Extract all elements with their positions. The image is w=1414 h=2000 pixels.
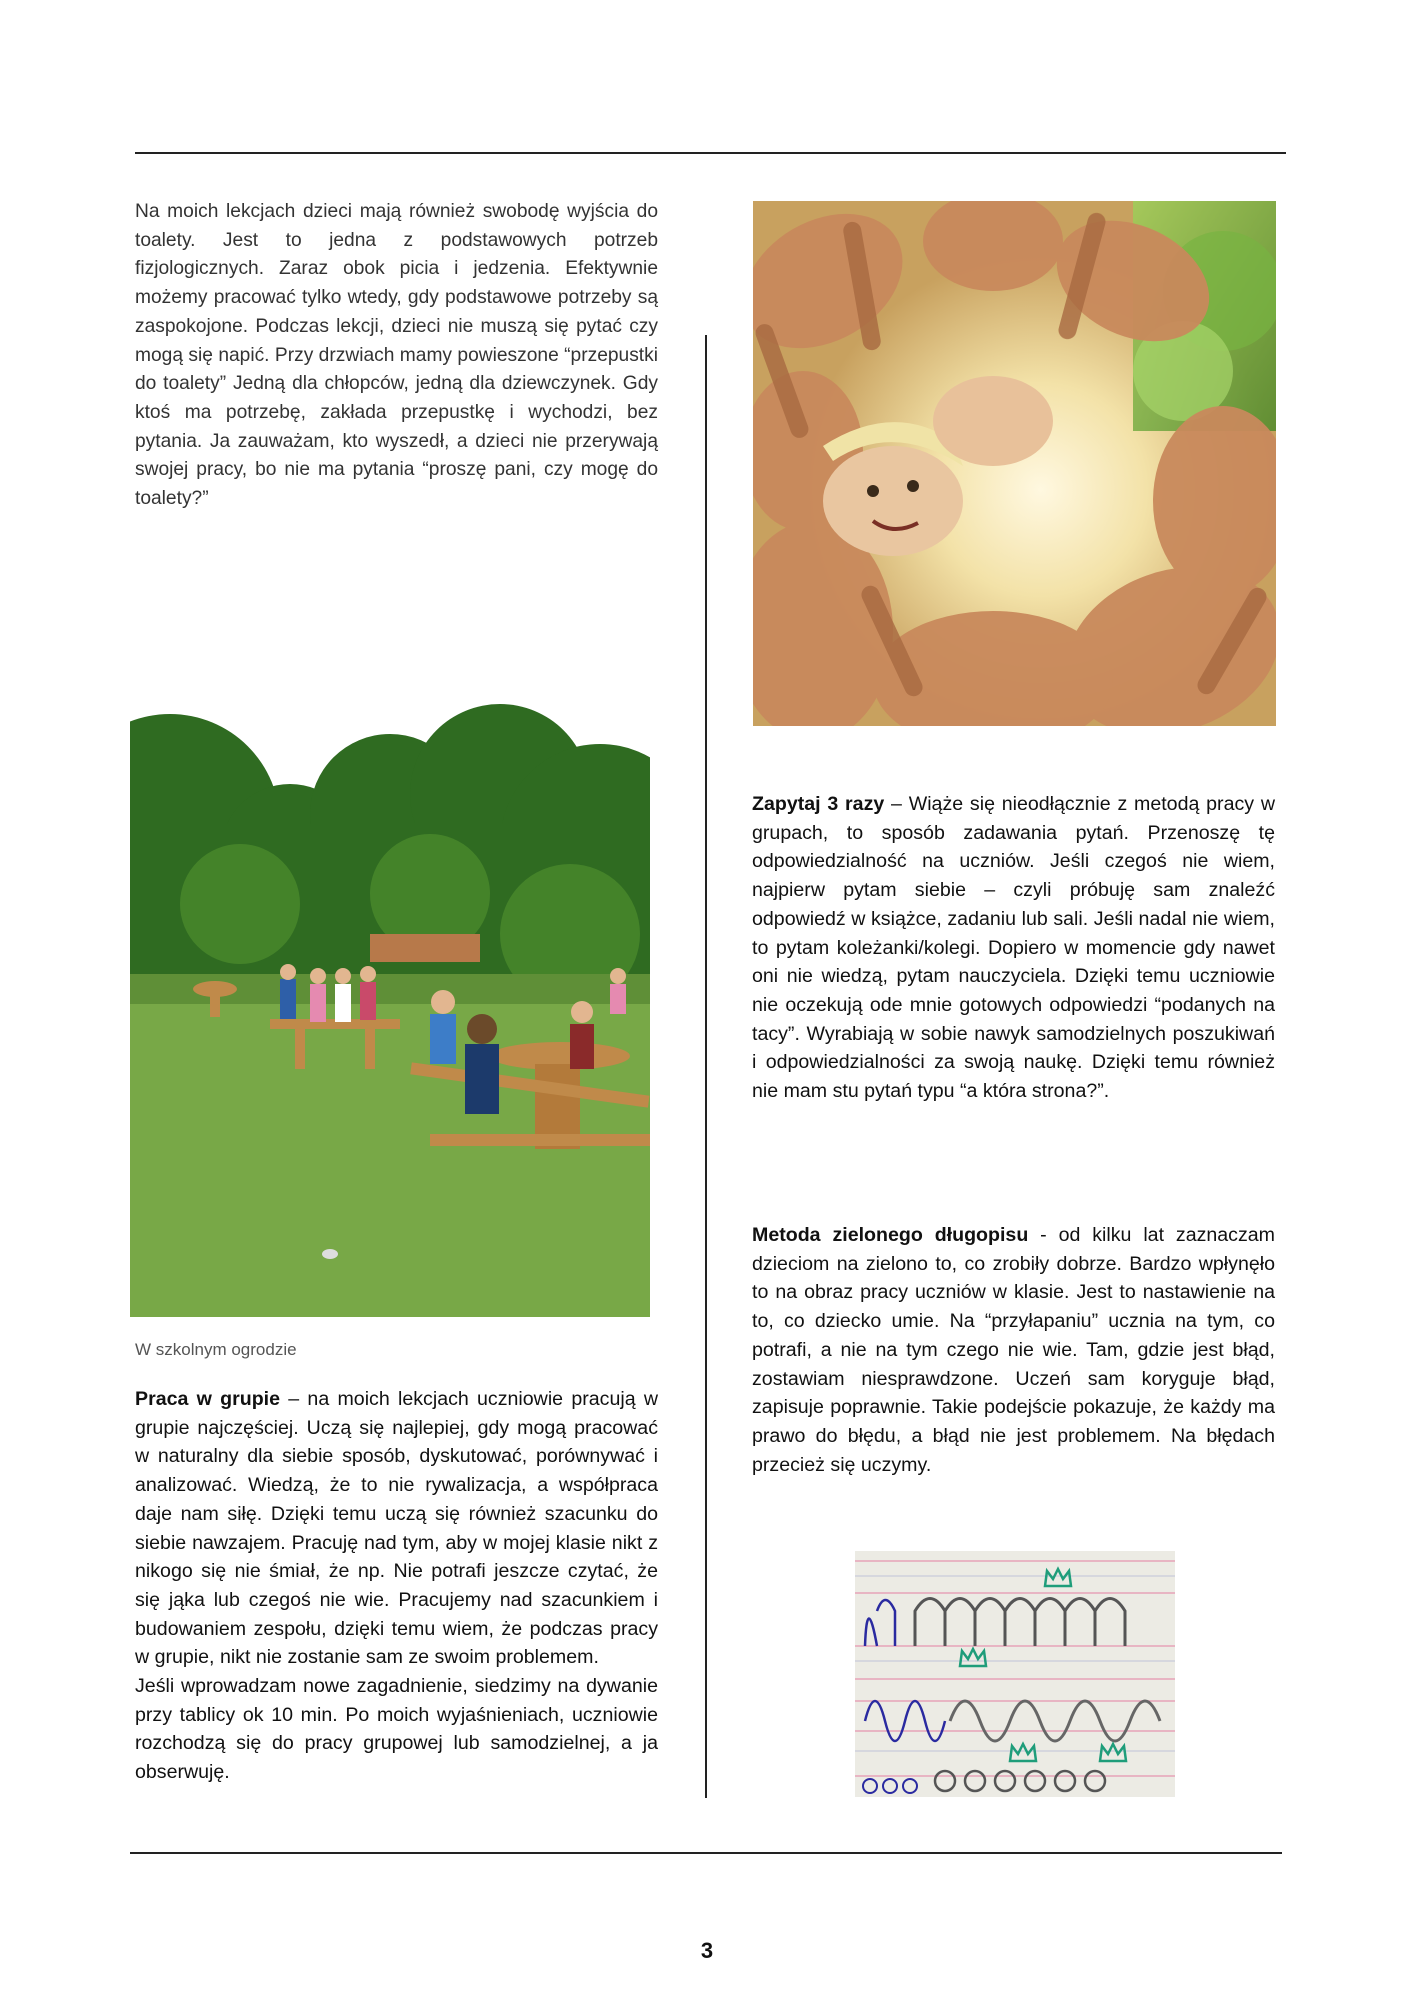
ask-three-times-heading: Zapytaj 3 razy bbox=[752, 793, 885, 815]
children-hands-photo bbox=[753, 201, 1276, 726]
group-work-heading: Praca w grupie bbox=[135, 1388, 281, 1410]
school-garden-photo bbox=[130, 704, 650, 1317]
green-pen-heading: Metoda zielonego długopisu bbox=[752, 1224, 1029, 1246]
group-work-body: – na moich lekcjach uczniowie pracują w grupie najczęściej. Uczą się najlepiej, gdy mogą pracować w naturalny dla siebie sposób, dyskutować, porównywać i analizować. Wiedzą, że to nie rywalizacja, a współpraca daje nam siłę. Dzięki temu uczą się również szacunku do siebie nawzajem. Pracuję nad tym, aby w mojej klasie nikt z nikogo się nie śmiał, że np. Nie potrafi jeszcze czytać, że się jąka lub czegoś nie wie. Pracujemy nad szacunkiem i budowaniem zespołu, dzięki temu wiem, że podczas pracy w grupie, nikt nie zostanie sam ze swoim problemem. bbox=[135, 1388, 658, 1669]
paragraph-ask-three-times bbox=[752, 790, 1275, 1106]
paragraph-group-work bbox=[135, 1385, 658, 1787]
group-work-body-2: Jeśli wprowadzam nowe zagadnienie, siedzimy na dywanie przy tablicy ok 10 min. Po moich wyjaśnieniach, uczniowie rozchodzą się do pracy grupowej lub samodzielnej, a ja obserwuję. bbox=[135, 1675, 658, 1784]
paragraph-green-pen bbox=[752, 1221, 1275, 1479]
green-crown-notebook-photo bbox=[855, 1551, 1175, 1797]
top-rule bbox=[135, 152, 1286, 154]
paragraph-toilet: Na moich lekcjach dzieci mają również swobodę wyjścia do toalety. Jest to jedna z podstawowych potrzeb fizjologicznych. Zaraz obok picia i jedzenia. Efektywnie możemy pracować tylko wtedy, gdy podstawowe potrzeby są zaspokojone. Podczas lekcji, dzieci nie muszą się pytać czy mogą się napić. Przy drzwiach mamy powieszone “przepustki do toalety” Jedną dla chłopców, jedną dla dziewczynek. Gdy ktoś ma potrzebę, zakłada przepustkę i wychodzi, bez pytania. Ja zauważam, kto wyszedł, a dzieci nie przerywają swojej pracy, bo nie ma pytania “proszę pani, czy mogę do toalety?” bbox=[135, 201, 658, 510]
bottom-rule bbox=[130, 1852, 1282, 1854]
photo-caption: W szkolnym ogrodzie bbox=[135, 1340, 297, 1359]
column-divider bbox=[705, 335, 707, 1798]
green-pen-body: - od kilku lat zaznaczam dzieciom na zielono to, co zrobiły dobrze. Bardzo wpłynęło to na obraz pracy uczniów w klasie. Jest to nastawienie na to, co dziecko umie. Na “przyłapaniu” ucznia na tym, co potrafi, a nie na tym czego nie wie. Tam, gdzie jest błąd, zostawiam niesprawdzone. Uczeń sam koryguje błąd, zapisuje poprawnie. Takie podejście pokazuje, że każdy ma prawo do błędu, a błąd nie jest problemem. Na błędach przecież się uczymy. bbox=[752, 1224, 1275, 1476]
page-number: 3 bbox=[700, 1938, 714, 1963]
ask-three-times-body: – Wiąże się nieodłącznie z metodą pracy w grupach, to sposób zadawania pytań. Przenoszę tę odpowiedzialność na uczniów. Jeśli czegoś nie wiem, najpierw pytam siebie – czyli próbuję sam znaleźć odpowiedź w książce, zadaniu lub sali. Jeśli nadal nie wiem, to pytam koleżanki/kolegi. Dopiero w momencie gdy nawet oni nie wiedzą, pytam nauczyciela. Dzięki temu uczniowie nie oczekują ode mnie gotowych odpowiedzi “podanych na tacy”. Wyrabiają w sobie nawyk samodzielnych poszukiwań i odpowiedzialności za swoją naukę. Dzięki temu również nie mam stu pytań typu “a która strona?”. bbox=[752, 793, 1275, 1103]
